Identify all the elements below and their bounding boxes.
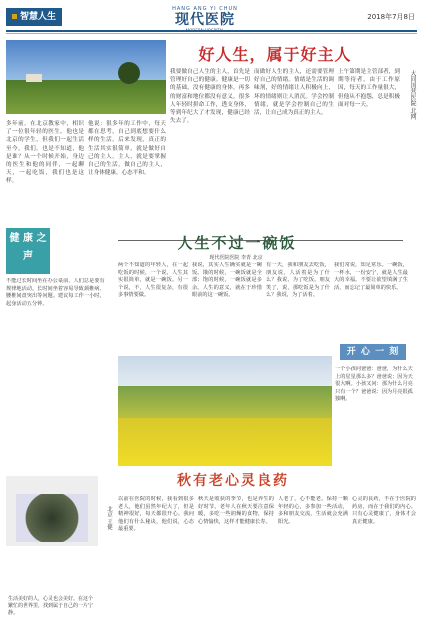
mid-article-column-4: 我们常说，知足常乐。一碗饭，一杯水，一份安宁，就是人生最大的幸福。不要让欲望填满了生活，而忘记了最简单的快乐。 [334,262,408,291]
tree-photo [6,476,98,546]
dateline: 2018年7月8日 [367,13,415,21]
rapeseed-field-photo [118,356,332,466]
bottom-article-column-3: 人老了，心不能老。保持一颗年轻的心，多参加一些活动，多和朋友交流，生活就会充满阳光。 [278,496,348,525]
landscape-photo [6,40,166,114]
masthead-top: HANG ANG YI CHUN [172,6,238,12]
feature-column-5: 上午第期是主管部者，到期等待者，由于工作原因，每天的工作量很大，但他从不抱怨，总是积极面对每一天。 [338,69,400,108]
mid-article-column-2: 我说，其实人生确实就是一碗饭。饿的时候，一碗饭就是全部；饱的时候，一碗饭就是多余。人生的意义，就在于珍惜眼前的这一碗饭。 [192,262,262,299]
photo-tree [118,62,140,84]
photo-field-yellow [118,418,332,466]
mid-article-column-1: 两个不知道的年轻人，在一起吃饭的时候，一个说，人生其实很简单，就是一碗饭。另一个说，不，人生很复杂，有很多事情要做。 [118,262,188,299]
photo-tree [16,494,88,542]
header-rule-thin [6,33,417,34]
kaixin-text: 一个小孩问爸爸：爸爸，为什么天上的星星那么多？爸爸说：因为天很大啊。小孩又问：那为什么月亮只有一个？爸爸说：因为月亮很孤独啊。 [335,366,413,403]
photo-field [6,80,166,114]
section-tag [6,8,62,26]
feature-column-2: 他说：很多年的工作中，每天都在思考，自己到底想要什么样的生活。后来发现，真正的生活其实很简单，就是做好自己的主人。主人，就是要掌握自己的生活，做自己的主人，让身体健康，心态平和。 [88,121,166,177]
mid-article-subtitle: 现代医院医院 李青 北京 [209,255,263,261]
masthead-title: 现代医院 [175,12,235,28]
kaixin-title: 开 心 一 刻 [340,344,406,360]
mid-article-headline: 人生不过一碗饭 [177,234,297,252]
mid-article-column-3: 有一天，我和朋友去吃饭，朋友说，人活着是为了什么？我说，为了吃饭。朋友笑了，说，那吃饭是为了什么？我说，为了活着。 [266,262,330,299]
health-section-title: 健 康 之 声 [9,233,47,262]
header-rule [6,30,417,32]
feature-column-1: 多年前，在北京教家中，相识了一位很年轻的医生。他也是北京的学生，但我们一起生活至今，我们。也是不知道，他是谁？从一个时候开始，身边的医生和他的同伴，一起聊天，一起吃饭，我们也是这样。 [6,121,84,185]
page-header [0,0,423,38]
photo-house [26,74,42,82]
feature-column-3: 我要做自己人生的主人，首先是管理好自己的健康。健康是一切的基础，没有健康的身体，再多的财富和地位都没有意义。很多人年轻时拼命工作，透支身体，等到年纪大了才发现，健康已经失去了。 [170,69,250,125]
bottom-article-column-4: 心灵的良药，不在于医院的药房，而在于我们的内心。只有心灵健康了，身体才会真正健康。 [352,496,416,525]
feature-headline: 好人生，属于好主人 [198,45,352,64]
masthead [168,6,242,30]
tree-photo-byline: 北京 王健 [106,506,112,530]
bottom-article-headline: 秋有老心灵良药 [177,473,289,489]
bottom-article-column-2: 秋天是收获的季节，也是养生的好时节。老年人在秋天要注意保暖，多吃一些润燥的食物，保持心情愉快，这样才能健康长寿。 [198,496,274,525]
bottom-article-column-1: 以前在医院的时候，我看到很多老人，他们虽然年纪大了，但是精神很好，每天都很开心。我问他们有什么秘诀，他们说，心态最重要。 [118,496,194,533]
tree-photo-caption: 生活美好的人，心灵也会美好。在这个繁忙的世界里，找到属于自己的一片宁静。 [8,596,94,616]
section-label: 智慧人生 [19,12,56,22]
health-section-text: 不能过长时间坐在办公桌前，人们总是要有规律地活动。长时间坐着容易导致颈椎病、腰椎间盘突出等问题。建议每工作一小时，起身活动五分钟。 [6,278,105,307]
feature-byline: 大同国营医院 北网 [409,70,416,120]
section-marker [12,14,17,19]
feature-column-4: 而做好人生的主人，还需要管理好自己的情绪。情绪是生活的调味剂，好的情绪让人积极向上，坏的情绪则让人消沉。学会控制情绪，就是学会控制自己的生活，让自己成为真正的主人。 [254,69,334,117]
